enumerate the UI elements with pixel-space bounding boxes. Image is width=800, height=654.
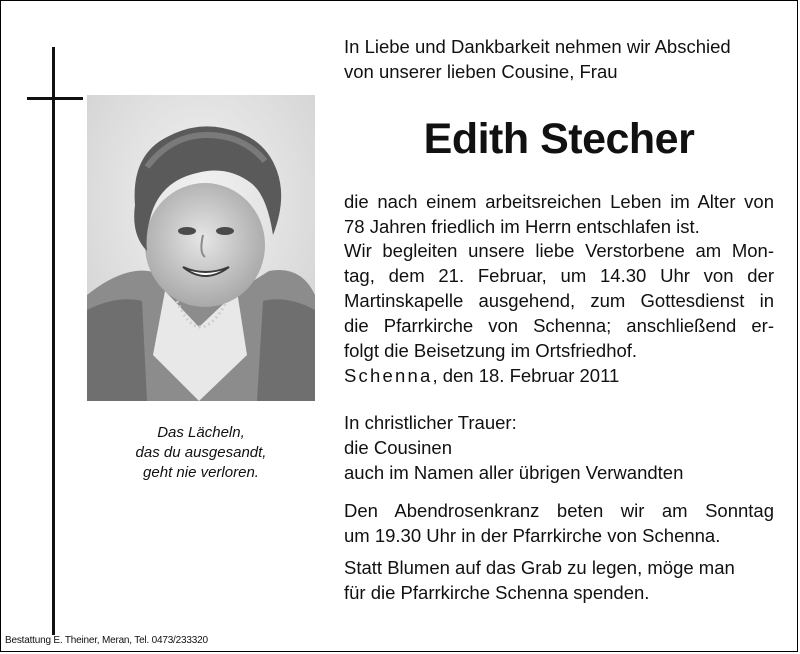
quote-line: das du ausgesandt, xyxy=(135,444,267,461)
paragraph-line: Martinskapelle ausgehend, zum Gottesdienst in xyxy=(344,290,774,311)
funeral-home-credit: Bestattung E. Theiner, Meran, Tel. 0473/233320 xyxy=(5,635,208,646)
paragraph-line: die nach einem arbeitsreichen Leben im Alter von xyxy=(344,191,774,212)
deceased-name: Edith Stecher xyxy=(423,115,695,163)
portrait-photo xyxy=(87,95,315,401)
place-name: Schenna xyxy=(344,365,433,386)
quote-line: Das Lächeln, xyxy=(157,424,245,441)
mourners-line: In christlicher Trauer: xyxy=(344,412,517,433)
donation-line: Statt Blumen auf das Grab zu legen, möge man xyxy=(344,557,735,578)
donation-line: für die Pfarrkirche Schenna spenden. xyxy=(344,582,650,603)
paragraph-line: die Pfarrkirche von Schenna; anschließend er- xyxy=(344,315,774,336)
paragraph-line: tag, dem 21. Februar, um 14.30 Uhr von der xyxy=(344,265,774,286)
quote-line: geht nie verloren. xyxy=(143,464,259,481)
intro-line: von unserer lieben Cousine, Frau xyxy=(344,61,618,82)
mourners-line: auch im Namen aller übrigen Verwandten xyxy=(344,462,684,483)
funeral-paragraph xyxy=(344,238,774,363)
rosary-line: um 19.30 Uhr in der Pfarrkirche von Schenna. xyxy=(344,525,721,546)
place-date-line xyxy=(344,363,774,388)
rosary-notice xyxy=(344,498,774,548)
date-text: , den 18. Februar 2011 xyxy=(432,365,620,386)
paragraph-line: Wir begleiten unsere liebe Verstorbene am Mon- xyxy=(344,240,774,261)
rosary-line: Den Abendrosenkranz beten wir am Sonntag xyxy=(344,500,774,521)
paragraph-line: 78 Jahren friedlich im Herrn entschlafen ist. xyxy=(344,216,700,237)
cross-vertical-bar xyxy=(52,47,55,635)
donation-notice xyxy=(344,555,774,605)
paragraph-line: folgt die Beisetzung im Ortsfriedhof. xyxy=(344,340,638,361)
memorial-quote xyxy=(101,423,301,483)
passing-paragraph xyxy=(344,189,774,239)
intro-text xyxy=(344,34,774,84)
mourners-block xyxy=(344,410,774,485)
mourners-line: die Cousinen xyxy=(344,437,452,458)
cross-horizontal-bar xyxy=(27,97,83,100)
intro-line: In Liebe und Dankbarkeit nehmen wir Abschied xyxy=(344,36,731,57)
